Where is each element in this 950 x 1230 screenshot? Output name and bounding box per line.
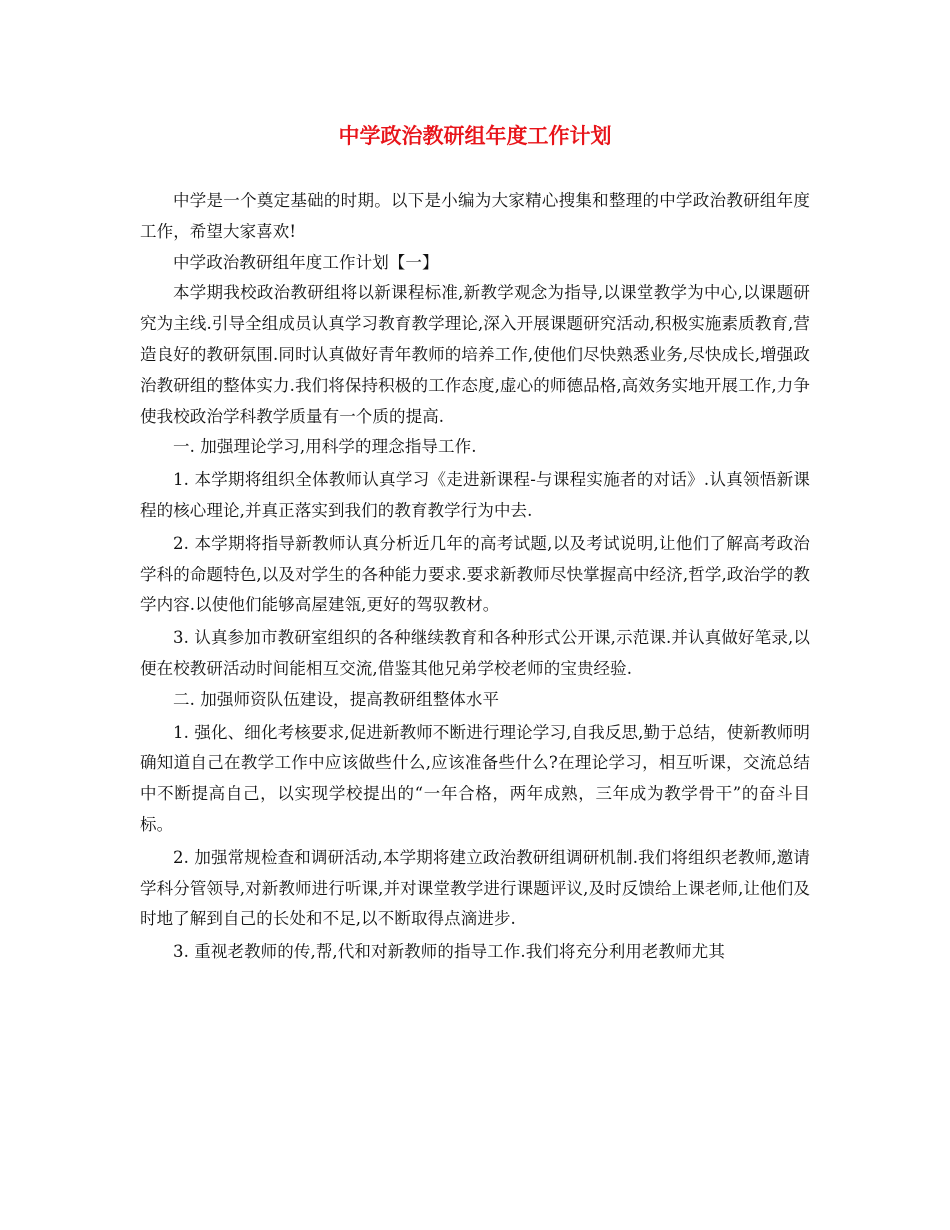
paragraph-item-2-2: 2. 加强常规检查和调研活动,本学期将建立政治教研组调研机制.我们将组织老教师,邀请学科分管领导,对新教师进行听课,并对课堂教学进行课题评议,及时反馈给上课老师,让他们及时地了解到自己的长处和不足,以不断取得点滴进步. [140, 847, 810, 929]
document-body [140, 186, 810, 968]
paragraph-section-heading: 中学政治教研组年度工作计划【一】 [173, 252, 439, 272]
paragraph-heading-two: 二. 加强师资队伍建设，提高教研组整体水平 [173, 689, 500, 709]
document-title: 中学政治教研组年度工作计划 [338, 123, 612, 148]
paragraph-heading-one: 一. 加强理论学习,用科学的理念指导工作. [173, 437, 477, 457]
paragraph-item-1-1: 1. 本学期将组织全体教师认真学习《走进新课程-与课程实施者的对话》.认真领悟新课程的核心理论,并真正落实到我们的教育教学行为中去. [140, 470, 810, 520]
paragraph-item-2-1: 1. 强化、细化考核要求,促进新教师不断进行理论学习,自我反思,勤于总结，使新教师明确知道自己在教学工作中应该做些什么,应该准备些什么?在理论学习，相互听课，交流总结中不断提高自己，以实现学校提出的“一年合格，两年成熟，三年成为教学骨干”的奋斗目标。 [140, 722, 810, 834]
paragraph-item-2-3: 3. 重视老教师的传,帮,代和对新教师的指导工作.我们将充分利用老教师尤其 [173, 942, 725, 962]
paragraph-item-1-2: 2. 本学期将指导新教师认真分析近几年的高考试题,以及考试说明,让他们了解高考政治学科的命题特色,以及对学生的各种能力要求.要求新教师尽快掌握高中经济,哲学,政治学的教学内容.以使他们能够高屋建瓴,更好的驾驭教材。 [140, 533, 810, 615]
paragraph-overview: 本学期我校政治教研组将以新课程标准,新教学观念为指导,以课堂教学为中心,以课题研究为主线.引导全组成员认真学习教育教学理论,深入开展课题研究活动,积极实施素质教育,营造良好的教研氛围.同时认真做好青年教师的培养工作,使他们尽快熟悉业务,尽快成长,增强政治教研组的整体实力.我们将保持积极的工作态度,虚心的师德品格,高效务实地开展工作,力争使我校政治学科教学质量有一个质的提高. [140, 283, 810, 426]
paragraph-item-1-3: 3. 认真参加市教研室组织的各种继续教育和各种形式公开课,示范课.并认真做好笔录,以便在校教研活动时间能相互交流,借鉴其他兄弟学校老师的宝贵经验. [140, 628, 810, 678]
paragraph-intro: 中学是一个奠定基础的时期。以下是小编为大家精心搜集和整理的中学政治教研组年度工作，希望大家喜欢! [140, 191, 810, 241]
